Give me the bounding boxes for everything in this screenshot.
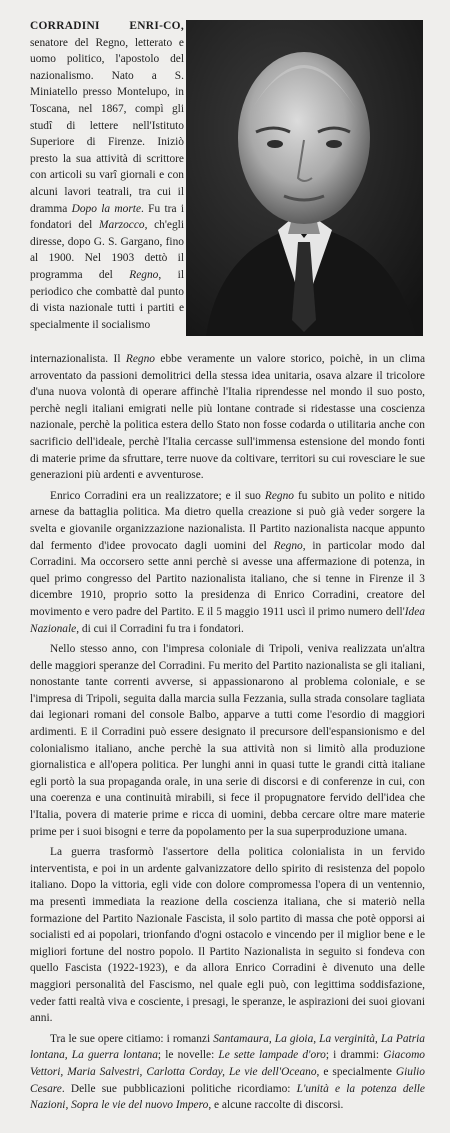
text-run: ; i drammi: xyxy=(325,1049,384,1062)
paragraph: Nello stesso anno, con l'impresa coloniale di Tripoli, veniva realizzata un'altra delle maggiori speranze del Corradini. Fu merito del Partito nazionalista se gli italiani, nonostante tante correnti avverse, si appassionarono al problema coloniale, e se l'impresa di Tripoli, seguita dalla marcia sulla Fezzania, sulla strada consolare tagliata dai legionari romani del console Balbo, apparve a tutti come l'esordio di maggiori ardimenti. E il Corradini può essere designato il precursore dell'espansionismo e del colonialismo italiano, anche perchè la sua attività non si limitò alla produzione giornalistica e all'opera politica. Per lunghi anni in quasi tutte le grandi città italiane egli portò la sua propaganda orale, in una serie di discorsi e di conferenze in cui, con una coerenza e una continuità mirabili, si fece il propugnatore fervido dell'idea che l'Italia, povera di materie prime e ricca di uomini, debba cercare oltre mare materie prime per i suoi bisogni e terre da popolamento per la sua superproduzione umana. xyxy=(30,643,425,838)
text-run: Tra le sue opere citiamo: i romanzi xyxy=(50,1032,214,1045)
text-run: , e alcune raccolte di discorsi. xyxy=(208,1099,344,1112)
periodical-title: Regno xyxy=(264,489,294,502)
text-run: . Delle sue pubblicazioni politiche ricordiamo: xyxy=(61,1082,297,1095)
work-titles: Giacomo Vettori, Maria Salvestri, Carlotta Corday, Le vie dell'Oceano xyxy=(30,1049,425,1078)
text-run: internazionalista. Il xyxy=(30,353,126,365)
work-title: Dopo la morte xyxy=(71,202,142,215)
article-body xyxy=(30,351,425,1118)
paragraph xyxy=(30,488,425,637)
periodical-title: Idea Nazionale xyxy=(30,605,425,635)
entry-headword: CORRADINI ENRI-CO, xyxy=(30,20,184,32)
paragraph: La guerra trasformò l'assertore della politica colonialista in un fervido interventista, e poi in un ardente galvanizzatore dello spirito di resistenza del popolo italiano. Dopo la vittoria, egli vide con dolore compromessa l'opera di un ventennio, ma presentì immediata la reazione della coscienza italiana, che si materiò nella formazione del Partito Nazionale Fascista, il solo partito di massa che potè opporsi ai socialisti ed ai popolari, trionfando d'ogni ostacolo e vincendo per il miglior bene e le migliori fortune del nostro popolo. Il Partito Nazionalista in seguito si fondeva con quello Fascista (1922-1923), e da allora Enrico Corradini è divenuto una delle maggiori personalità del Fascismo, nel quale egli può, con legittima soddisfazione, veder fatti realtà viva e cosciente, i presagi, le speranze, le aspirazioni dei suoi giovani anni. xyxy=(30,846,425,1025)
intro-text: , ch'egli diresse, dopo G. S. Gargano, fino al 1900. Nel 1903 dettò il programma del xyxy=(30,219,184,281)
work-titles: Santamaura, La gioia, La verginità, La Patria lontana, La guerra lontana xyxy=(30,1032,425,1062)
text-run: , e specialmente xyxy=(316,1065,396,1078)
text-run: , di cui il Corradini fu tra i fondatori. xyxy=(76,622,244,635)
text-run: Enrico Corradini era un realizzatore; e il suo xyxy=(50,489,265,502)
work-titles: Giulio Cesare xyxy=(30,1065,425,1095)
periodical-title: Marzocco xyxy=(99,219,145,232)
paragraph xyxy=(30,1031,425,1114)
work-titles: Le sette lampade d'oro xyxy=(218,1049,326,1062)
portrait-photo xyxy=(186,20,423,336)
text-run: ebbe veramente un valore storico, poichè, in un clima arroventato da passioni demolitrici della stessa idea unitaria, osava alzare il tricolore d'una nuova volontà di operare affinchè l'Italia riprendesse nel mondo il suo posto, perchè negli italiani emigrati nelle più lontane contrade si ridestasse una coscienza nazionale, perchè la politica estera dello Stato non fosse codarda o utilitaria anche con sacrificio dell'ideale, perchè l'Italia cercasse sull'immensa estensione del mondo fonti di materie prime da sfruttare, terre nuove da coltivare, territori su cui rovesciare le sue generazioni più ardenti e avventurose. xyxy=(30,353,425,482)
periodical-title: Regno xyxy=(129,268,159,281)
portrait-illustration xyxy=(186,20,423,336)
text-run: ; le novelle: xyxy=(157,1049,219,1062)
work-titles: L'unità e la potenza delle Nazioni, Sopra le vie del nuovo Impero xyxy=(30,1082,425,1112)
text-run: fu subito un polito e nitido arnese da battaglia politica. Ma dietro quella creazione si può già veder sorgere la svelta e giovanile organizzazione nazionalista. Il Partito nazionalista nacque appunto dal fermento d'idee provocato dagli uomini del xyxy=(30,489,426,552)
intro-column xyxy=(30,18,184,333)
periodical-title: Regno xyxy=(125,353,155,365)
intro-text: , il periodico che combattè dal punto di vista nazionale tutti i partiti e specialmente il socialismo xyxy=(30,268,184,331)
intro-text: . Fu tra i fondatori del xyxy=(30,202,184,232)
text-run: , in particolar modo dal Corradini. Ma occorsero sette anni perchè si avesse una affermazione di potenza, in quel primo congresso del Partito nazionalista italiano, che si tenne in Firenze il 3 dicembre 1910, proprio sotto la presidenza di Enrico Corradini, creatore del movimento e vero padre del Partito. E il 5 maggio 1911 uscì il primo numero dell' xyxy=(30,539,425,618)
periodical-title: Regno xyxy=(273,539,303,552)
paragraph xyxy=(30,351,425,484)
intro-text: senatore del Regno, letterato e uomo politico, l'apostolo del nazionalismo. Nato a S. Miniatello presso Montelupo, in Toscana, nel 1867, compì gli studî di lettere nell'Istituto Superiore di Firenze. Iniziò presto la sua attività di scrittore con articoli su varî giornali e con alcuni lavori teatrali, tra cui il dramma xyxy=(30,36,184,215)
